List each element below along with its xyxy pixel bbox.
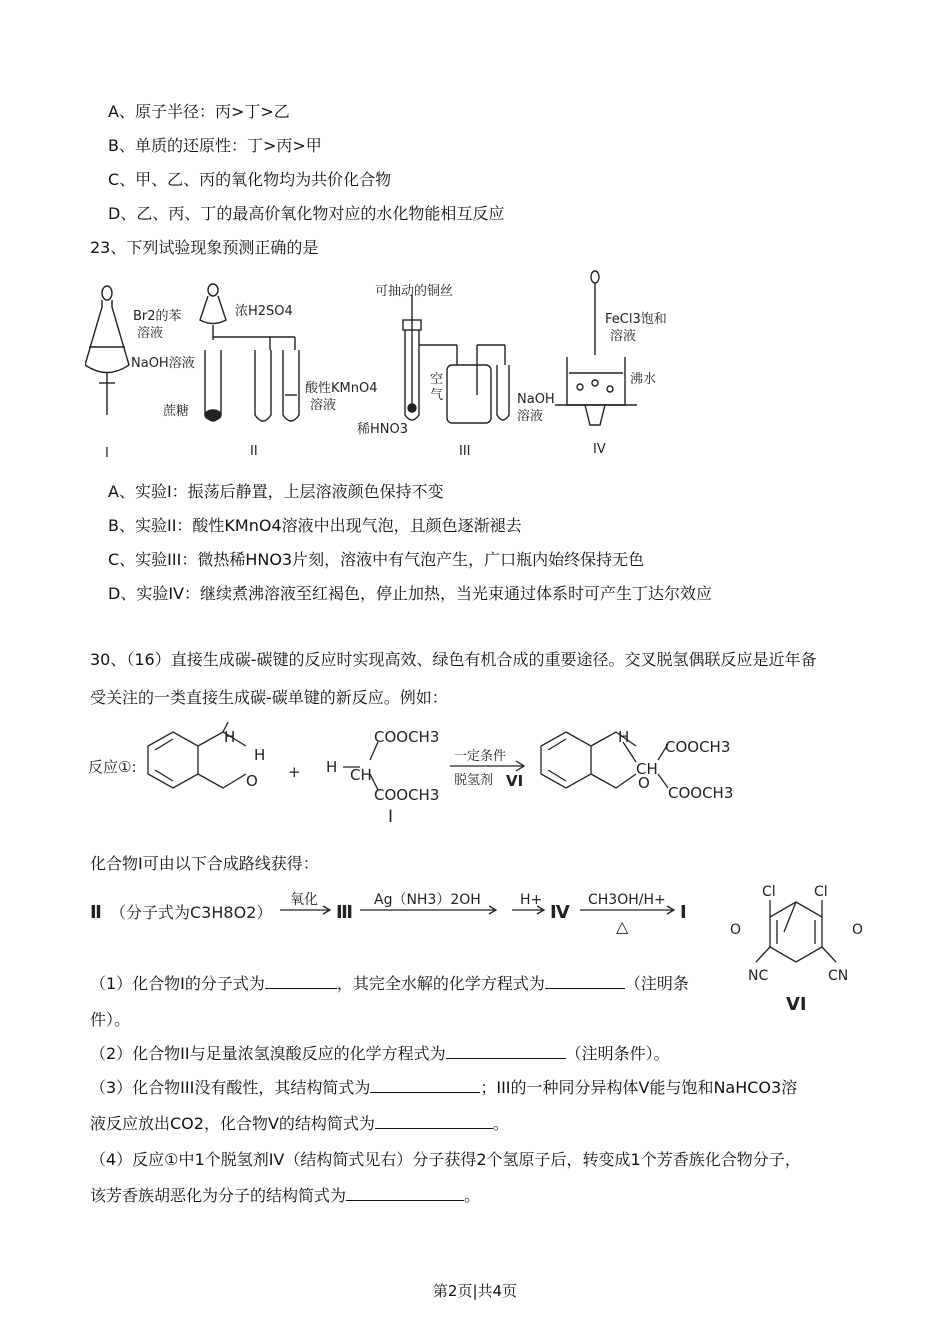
label-sugar: 蔗糖 — [163, 404, 190, 419]
reaction-h-malonate: H — [326, 758, 338, 776]
q30-sub3-line1 — [90, 1078, 797, 1098]
reaction-cooch3-bottom: COOCH3 — [374, 786, 440, 804]
label-br2-line2: 溶液 — [137, 326, 164, 341]
q23-option-a: A、实验I：振荡后静置，上层溶液颜色保持不变 — [108, 482, 444, 501]
q4-text-a: （4）反应①中1个脱氢剂IV（结构简式见右）分子获得2个氢原子后，转变成1个芳香族化合物分子， — [90, 1150, 801, 1169]
route-mid2: Ⅳ — [550, 902, 570, 923]
route-drawing — [88, 882, 708, 942]
q22-option-b: B、单质的还原性：丁>丙>甲 — [108, 136, 322, 155]
q3-text-c: 液反应放出CO2，化合物V的结构简式为 — [90, 1114, 375, 1133]
label-fecl3: FeCl3饱和 — [605, 312, 667, 327]
ddq-drawing — [726, 880, 866, 1030]
q1-blank-equation[interactable] — [545, 974, 625, 989]
q30-sub2 — [90, 1044, 670, 1064]
reaction-drawing — [88, 722, 738, 832]
q30-sub4-line2 — [90, 1186, 480, 1206]
product-h: H — [618, 728, 630, 746]
ddq-cn: CN — [828, 968, 849, 984]
route-start: Ⅱ — [90, 902, 102, 923]
roman-ii: II — [250, 444, 258, 459]
reaction-compound-id: I — [388, 807, 394, 827]
roman-i: I — [105, 446, 109, 461]
q23-option-c: C、实验III：微热稀HNO3片刻，溶液中有气泡产生，广口瓶内始终保持无色 — [108, 550, 645, 569]
ddq-structure — [726, 880, 866, 1030]
q3-blank-2[interactable] — [375, 1114, 493, 1129]
q1-text-b: ，其完全水解的化学方程式为 — [336, 974, 545, 993]
roman-iii: III — [459, 444, 471, 459]
q1-text-c: （注明条 — [624, 974, 689, 993]
synthesis-route — [88, 882, 708, 942]
label-naoh-2: NaOH — [517, 392, 555, 407]
q2-text-a: （2）化合物II与足量浓氢溴酸反应的化学方程式为 — [90, 1044, 446, 1063]
q1-text-a: （1）化合物I的分子式为 — [90, 974, 265, 993]
route-step2: Ag（NH3）2OH — [374, 892, 481, 908]
q4-text-c: 。 — [464, 1186, 481, 1205]
q22-option-a: A、原子半径：丙>丁>乙 — [108, 102, 290, 121]
reaction-ch-malonate: CH — [350, 766, 372, 784]
reaction-label: 反应①: — [88, 758, 137, 776]
condition-reagent-id: VI — [506, 772, 524, 790]
q1-text-d: 件）。 — [90, 1010, 131, 1029]
label-h2so4: 浓H2SO4 — [235, 304, 293, 319]
q22-option-c: C、甲、乙、丙的氧化物均为共价化合物 — [108, 170, 392, 189]
reaction-plus: + — [288, 763, 301, 781]
reaction-h-right: H — [254, 746, 266, 764]
product-o: O — [638, 774, 650, 792]
q3-text-d: 。 — [492, 1114, 509, 1133]
label-hno3: 稀HNO3 — [357, 422, 409, 437]
route-mid1: Ⅲ — [336, 902, 354, 923]
route-step1: 氧化 — [290, 892, 318, 908]
ddq-o-right: O — [852, 922, 864, 938]
q23-option-b: B、实验II：酸性KMnO4溶液中出现气泡，且颜色逐渐褪去 — [108, 516, 522, 535]
q30-intro-line2: 受关注的一类直接生成碳-碳单键的新反应。例如： — [90, 688, 448, 707]
label-br2: Br2的苯 — [133, 309, 182, 324]
label-kmno4: 酸性KMnO4 — [305, 381, 378, 396]
route-intro: 化合物I可由以下合成路线获得： — [90, 854, 319, 873]
label-fecl3-line2: 溶液 — [610, 329, 637, 344]
label-boiling-water: 沸水 — [630, 372, 657, 387]
q23-option-d: D、实验IV：继续煮沸溶液至红褐色，停止加热，当光束通过体系时可产生丁达尔效应 — [108, 584, 712, 603]
q23-apparatus-figure — [85, 265, 725, 465]
reaction-cooch3-top: COOCH3 — [374, 728, 440, 746]
ddq-cl-right: Cl — [814, 884, 828, 900]
route-end: Ⅰ — [680, 902, 687, 923]
condition-bottom: 脱氢剂 — [454, 773, 494, 788]
q30-sub3-line2 — [90, 1114, 509, 1134]
apparatus-drawing — [85, 265, 725, 465]
route-step4-top: CH3OH/H+ — [588, 892, 666, 908]
route-formula: （分子式为C3H8O2） — [110, 903, 273, 922]
label-naoh-1: NaOH溶液 — [131, 356, 195, 371]
label-air: 空 — [430, 372, 444, 387]
reaction-h-top: H — [224, 728, 236, 746]
page-footer: 第2页|共4页 — [432, 1282, 518, 1300]
route-step3: H+ — [520, 892, 543, 908]
ddq-id: VI — [786, 994, 807, 1015]
label-copper-wire: 可抽动的铜丝 — [375, 284, 454, 299]
q30-sub1-line1 — [90, 974, 689, 994]
reaction-1-figure — [88, 722, 738, 832]
label-kmno4-line2: 溶液 — [310, 398, 337, 413]
product-cooch3-top: COOCH3 — [665, 738, 731, 756]
ddq-cl-left: Cl — [762, 884, 776, 900]
route-step4-bottom: △ — [616, 917, 629, 936]
q2-blank[interactable] — [446, 1044, 566, 1059]
product-cooch3-bottom: COOCH3 — [668, 784, 734, 802]
ddq-o-left: O — [730, 922, 742, 938]
q22-option-d: D、乙、丙、丁的最高价氧化物对应的水化物能相互反应 — [108, 204, 505, 223]
q23-stem: 23、下列试验现象预测正确的是 — [90, 238, 319, 257]
q2-text-b: （注明条件）。 — [565, 1044, 670, 1063]
label-air-line2: 气 — [430, 388, 444, 403]
q30-intro-line1: 30、（16）直接生成碳-碳键的反应时实现高效、绿色有机合成的重要途径。交叉脱氢偶联反应是近年备 — [90, 650, 817, 669]
q1-blank-formula[interactable] — [265, 974, 337, 989]
q4-blank[interactable] — [346, 1186, 464, 1201]
q4-text-b: 该芳香族胡恶化为分子的结构简式为 — [90, 1186, 347, 1205]
product-ch: CH — [636, 760, 658, 778]
condition-top: 一定条件 — [454, 749, 507, 764]
reaction-o-left: O — [246, 772, 258, 790]
q3-text-b: ；III的一种同分异构体V能与饱和NaHCO3溶 — [480, 1078, 798, 1097]
ddq-nc: NC — [748, 968, 769, 984]
q3-text-a: （3）化合物III没有酸性，其结构简式为 — [90, 1078, 371, 1097]
roman-iv: IV — [593, 442, 606, 457]
label-naoh-2-line2: 溶液 — [517, 409, 544, 424]
q3-blank-1[interactable] — [370, 1078, 480, 1093]
